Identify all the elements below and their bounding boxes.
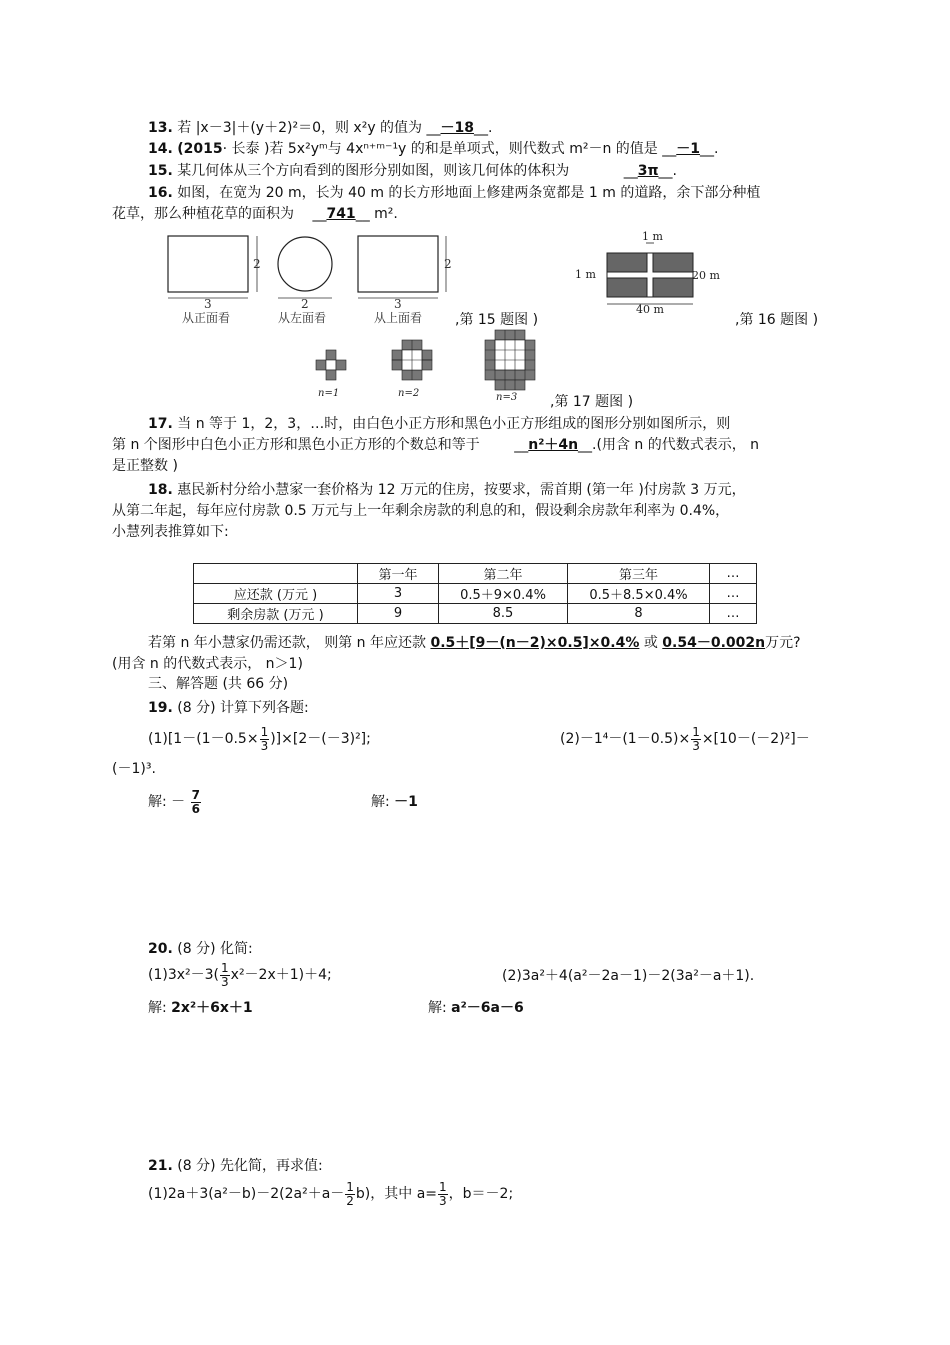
question-19-title: 19. (8 分) 计算下列各题: [148,700,309,716]
front-view-label: 从正面看 [182,311,231,325]
top-view-label: 从上面看 [374,311,423,325]
answer-13: －18 [440,120,474,136]
figure-17 [310,326,555,400]
question-16-line2: 花草，那么种植花草的面积为 __741__ m². [112,206,398,222]
fraction: $\frac{1}{3}$ [221,960,229,989]
answer-16: 741 [326,206,356,222]
field-width-label: 20 m [692,269,720,282]
question-18-line1: 18. 惠民新村分给小慧家一套价格为 12 万元的住房，按要求，需首期 (第一年 )付房款 3 万元， [148,482,746,498]
question-20-title: 20. (8 分) 化简: [148,941,253,957]
answer-15: 3π [637,163,659,179]
solution-19-2: 解: －1 [371,794,418,810]
label-n2: n=2 [398,388,420,399]
question-19-part2: (2)－1⁴－(1－0.5)× $\frac{1}{3}$ ×[10－(－2)²]－ [560,724,810,753]
pattern-n2 [392,340,432,380]
figure-16 [570,228,730,318]
road-width-left-label: 1 m [575,268,596,281]
question-17-line2: 第 n 个图形中白色小正方形和黑色小正方形的个数总和等于 __n²＋4n__.(用含 n 的代数式表示， n [112,437,760,453]
left-width-label: 2 [301,297,309,311]
question-19-part1: (1)[1－(1－0.5× $\frac{1}{3}$ )]×[2－(－3)²]; [148,724,371,753]
question-16-line1: 16. 如图，在宽为 20 m，长为 40 m 的长方形地面上修建两条宽都是 1 m 的道路，余下部分种植 [148,185,761,201]
front-height-label: 2 [253,257,261,271]
pattern-n3 [485,330,535,390]
question-18-line3: 小慧列表推算如下: [112,524,229,540]
question-18-line2: 从第二年起，每年应付房款 0.5 万元与上一年剩余房款的利息的和，假设剩余房款年利率为 0.4%， [112,503,730,519]
question-19-part2-cont: (－1)³. [112,761,156,777]
figure-17-caption: ,第 17 题图 ) [550,394,634,410]
table-header-row: 第一年 第二年 第三年 … [194,564,757,584]
question-21-part1: (1)2a＋3(a²－b)－2(2a²＋a－ $\frac{1}{2}$ b)，其中 a= $\frac{1}{3}$ ，b＝－2; [148,1179,514,1208]
label-n3: n=3 [496,392,518,400]
table-row: 应还款 (万元 ) 3 0.5＋9×0.4% 0.5＋8.5×0.4% … [194,584,757,604]
solution-19-1: 解: － $\frac{7}{6}$ [148,787,200,816]
fraction: $\frac{1}{3}$ [439,1179,447,1208]
road-width-top-label: 1 m [642,230,663,243]
question-18-ask: 若第 n 年小慧家仍需还款， 则第 n 年应还款 0.5＋[9－(n－2)×0.5]×0.4% 或 0.54－0.002n万元? [148,635,801,651]
label-n1: n=1 [318,388,340,399]
solution-20-1: 解: 2x²＋6x＋1 [148,1000,253,1016]
question-15: 15. 某几何体从三个方向看到的图形分别如图，则该几何体的体积为 __3π__. [148,163,677,179]
top-width-label: 3 [394,297,402,311]
question-17-line3: 是正整数 ) [112,458,178,474]
field-block-br [653,278,693,297]
table-row: 剩余房款 (万元 ) 9 8.5 8 … [194,604,757,624]
payment-table [193,563,757,624]
figure-16-caption: ,第 16 题图 ) [735,312,819,328]
answer-20-1: 2x²＋6x＋1 [171,1000,253,1016]
answer-20-2: a²－6a－6 [451,1000,524,1016]
question-18-note: (用含 n 的代数式表示， n＞1) [112,656,303,672]
answer-18a: 0.5＋[9－(n－2)×0.5]×0.4% [430,635,640,651]
fraction: $\frac{1}{3}$ [260,724,269,753]
left-view-circle [278,237,332,291]
field-block-bl [607,278,647,297]
solution-20-2: 解: a²－6a－6 [428,1000,524,1016]
answer-19-1: $\frac{7}{6}$ [191,787,200,816]
question-14: 14. (2015· 长泰 )若 5x²yᵐ与 4xⁿ⁺ᵐ⁻¹y 的和是单项式，则代数式 m²－n 的值是 __－1__. [148,141,719,157]
answer-17: n²＋4n [528,437,579,453]
question-20-part2: (2)3a²＋4(a²－2a－1)－2(3a²－a＋1). [502,968,755,984]
question-17-line1: 17. 当 n 等于 1，2，3，…时，由白色小正方形和黑色小正方形组成的图形分别如图所示，则 [148,416,731,432]
front-width-label: 3 [204,297,212,311]
field-length-label: 40 m [636,303,664,316]
fraction: $\frac{1}{2}$ [346,1179,354,1208]
question-13: 13. 若 |x－3|＋(y＋2)²＝0，则 x²y 的值为 __－18__. [148,120,493,136]
question-21-title: 21. (8 分) 先化简，再求值: [148,1158,323,1174]
field-block-tl [607,253,647,272]
figure-15-caption: ,第 15 题图 ) [455,312,539,328]
pattern-n1 [316,350,346,380]
front-view-rect [168,236,248,292]
top-height-label: 2 [444,257,452,271]
answer-18b: 0.54－0.002n [662,635,766,651]
answer-14: －1 [676,141,701,157]
figure-15 [160,228,460,328]
answer-19-2: －1 [394,794,418,810]
field-block-tr [653,253,693,272]
top-view-rect [358,236,438,292]
left-view-label: 从左面看 [278,311,327,325]
fraction: $\frac{1}{3}$ [692,724,700,753]
section-heading: 三、解答题 (共 66 分) [148,676,289,692]
question-20-part1: (1)3x²－3( $\frac{1}{3}$ x²－2x＋1)＋4; [148,960,332,989]
